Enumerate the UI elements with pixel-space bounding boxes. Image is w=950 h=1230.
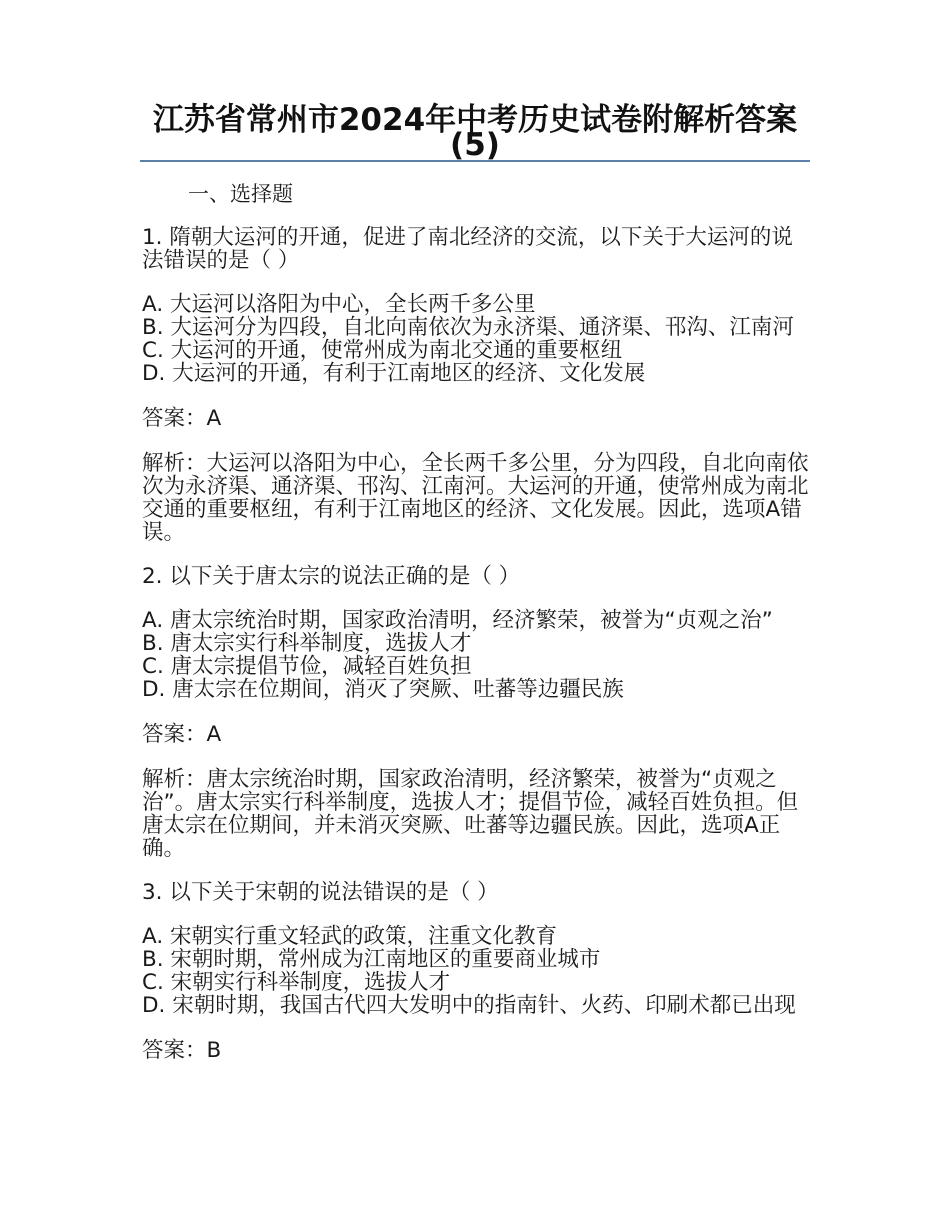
option-list <box>142 925 812 1017</box>
option-list <box>142 609 812 701</box>
option: C. 唐太宗提倡节俭，减轻百姓负担 <box>142 654 472 679</box>
questions-body <box>142 226 812 1084</box>
document-title: 江苏省常州市2024年中考历史试卷附解析答案(5) <box>152 102 798 163</box>
option: B. 大运河分为四段，自北向南依次为永济渠、通济渠、邗沟、江南河 <box>142 315 794 340</box>
question-stem: 2. 以下关于唐太宗的说法正确的是（ ） <box>142 564 521 589</box>
option: A. 唐太宗统治时期，国家政治清明，经济繁荣，被誉为“贞观之治” <box>142 608 773 633</box>
section-heading: 一、选择题 <box>188 182 293 206</box>
option: D. 宋朝时期，我国古代四大发明中的指南针、火药、印刷术都已出现 <box>142 993 796 1018</box>
answer: 答案：A <box>142 406 222 431</box>
question-stem: 1. 隋朝大运河的开通，促进了南北经济的交流，以下关于大运河的说法错误的是（ ） <box>142 225 793 273</box>
option: D. 唐太宗在位期间，消灭了突厥、吐蕃等边疆民族 <box>142 677 624 702</box>
analysis: 解析：大运河以洛阳为中心，全长两千多公里，分为四段，自北向南依次为永济渠、通济渠、邗沟、江南河。大运河的开通，使常州成为南北交通的重要枢纽，有利于江南地区的经济、文化发展。因此，选项A错误。 <box>142 451 809 545</box>
option-list <box>142 293 812 385</box>
option: C. 宋朝实行科举制度，选拔人才 <box>142 970 451 995</box>
option: D. 大运河的开通，有利于江南地区的经济、文化发展 <box>142 361 646 386</box>
option: C. 大运河的开通，使常州成为南北交通的重要枢纽 <box>142 338 623 363</box>
answer: 答案：B <box>142 1038 222 1063</box>
question-stem: 3. 以下关于宋朝的说法错误的是（ ） <box>142 880 499 905</box>
analysis: 解析：唐太宗统治时期，国家政治清明，经济繁荣，被誉为“贞观之治”。唐太宗实行科举制度，选拔人才；提倡节俭，减轻百姓负担。但唐太宗在位期间，并未消灭突厥、吐蕃等边疆民族。因此，选项A正确。 <box>142 767 799 861</box>
title-divider <box>140 160 810 162</box>
option: A. 宋朝实行重文轻武的政策，注重文化教育 <box>142 924 558 949</box>
answer: 答案：A <box>142 722 222 747</box>
option: A. 大运河以洛阳为中心，全长两千多公里 <box>142 292 536 317</box>
option: B. 唐太宗实行科举制度，选拔人才 <box>142 631 472 656</box>
option: B. 宋朝时期，常州成为江南地区的重要商业城市 <box>142 947 601 972</box>
